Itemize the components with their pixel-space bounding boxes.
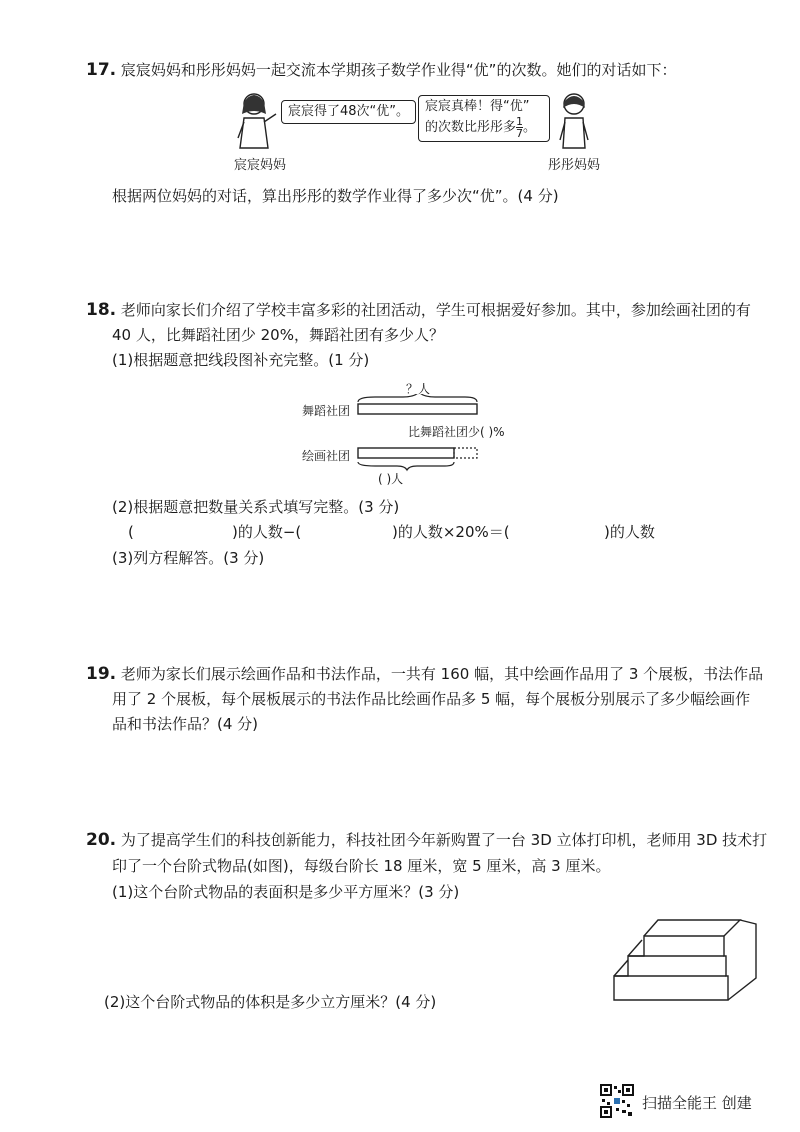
q18-part3: (3)列方程解答。(3 分): [112, 549, 265, 567]
q18-number: 18.: [86, 300, 117, 320]
qr-code-icon: [600, 1084, 634, 1118]
painting-total-brace: [358, 462, 454, 470]
q18-relation-p1: (: [128, 523, 134, 541]
q19-number: 19.: [86, 664, 117, 684]
q18-line1: 18. 老师向家长们介绍了学校丰富多彩的社团活动，学生可根据爱好参加。其中，参加绘画社团的有: [86, 300, 751, 320]
mother-right-illustration: [552, 88, 596, 158]
painting-segment: [358, 448, 454, 458]
fraction-one-seventh: $\frac{1}{7}$: [516, 115, 524, 140]
q17-number: 17.: [86, 60, 117, 80]
q17-stem: [86, 60, 676, 80]
q19-line1: 19. 老师为家长们展示绘画作品和书法作品，一共有 160 幅，其中绘画作品用了 3 个展板，书法作品: [86, 664, 764, 684]
mother-left-illustration: [232, 88, 282, 158]
q19-line2: 用了 2 个展板，每个展板展示的书法作品比绘画作品多 5 幅，每个展板分别展示了多少幅绘画作: [112, 690, 751, 708]
q18-relation-p4: )的人数: [604, 523, 655, 541]
dance-total-brace: [358, 394, 477, 402]
bubble-left-text: 宸宸得了48次“优”。: [288, 104, 410, 119]
dance-segment: [358, 404, 477, 414]
difference-segment: [454, 448, 477, 458]
scanner-watermark: 扫描全能王 创建: [642, 1094, 752, 1112]
label-mother-left: 宸宸妈妈: [234, 158, 287, 173]
q20-part2: (2)这个台阶式物品的体积是多少立方厘米？(4 分): [104, 993, 437, 1011]
painting-total-label: ( )人: [378, 472, 404, 486]
q19-line3: 品和书法作品？(4 分): [112, 715, 259, 733]
bubble-right-line2: 的次数比彤彤多 $\frac{1}{7}$ 。: [425, 115, 537, 140]
bubble-right: [418, 95, 550, 142]
dance-club-label: 舞蹈社团: [302, 404, 351, 418]
q18-relation-p2: )的人数−(: [232, 523, 302, 541]
q17-text: 宸宸妈妈和彤彤妈妈一起交流本学期孩子数学作业得“优”的次数。她们的对话如下：: [120, 61, 677, 79]
q20-line2: 印了一个台阶式物品(如图)，每级台阶长 18 厘米，宽 5 厘米，高 3 厘米。: [112, 857, 611, 875]
staircase-drawing: [606, 908, 766, 1006]
line-segment-diagram: [355, 394, 485, 472]
q20-part1: (1)这个台阶式物品的表面积是多少平方厘米？(3 分): [112, 883, 460, 901]
q18-part2: (2)根据题意把数量关系式填写完整。(3 分): [112, 498, 400, 516]
q18-line2: 40 人，比舞蹈社团少 20%，舞蹈社团有多少人？: [112, 326, 444, 344]
q18-part1: (1)根据题意把线段图补充完整。(1 分): [112, 351, 370, 369]
q20-line1: 20. 为了提高学生们的科技创新能力，科技社团今年新购置了一台 3D 立体打印机，老师用 3D 技术打: [86, 830, 768, 850]
q17-question: 根据两位妈妈的对话，算出彤彤的数学作业得了多少次“优”。(4 分): [112, 187, 559, 205]
label-mother-right: 彤彤妈妈: [548, 158, 601, 173]
painting-club-label: 绘画社团: [302, 449, 351, 463]
bubble-left: [281, 100, 416, 124]
q18-relation-p3: )的人数×20%＝(: [392, 523, 510, 541]
dance-total-label: ？人: [406, 382, 431, 396]
bubble-right-line1: 宸宸真棒！得“优”: [425, 99, 530, 114]
less-percent-label: 比舞蹈社团少( )%: [408, 425, 505, 439]
q20-number: 20.: [86, 830, 117, 850]
